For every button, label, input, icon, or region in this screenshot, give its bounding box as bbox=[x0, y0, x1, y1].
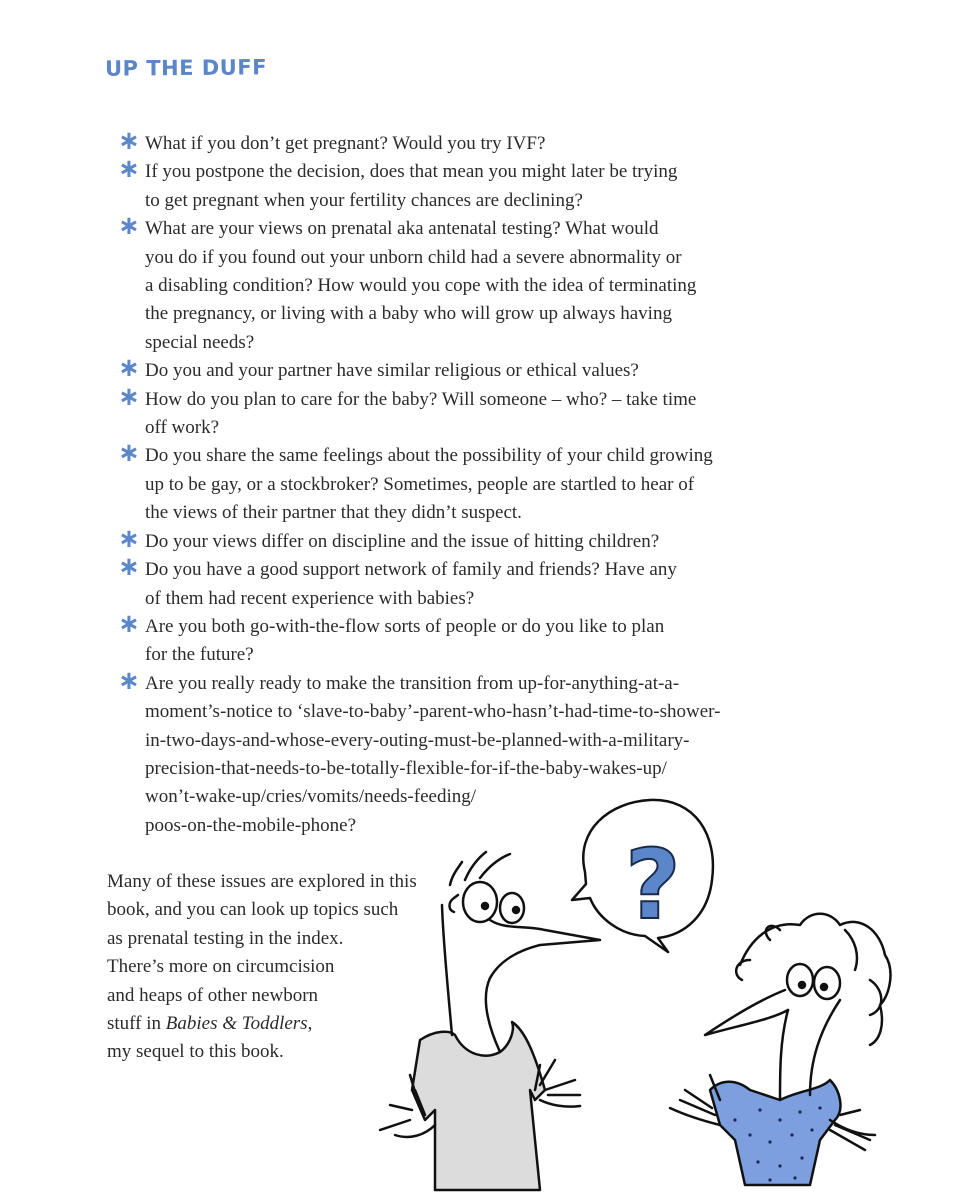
question-line: If you postpone the decision, does that mean you might later be trying bbox=[145, 161, 678, 183]
asterisk-icon: ∗ bbox=[118, 608, 140, 639]
question-line: in-two-days-and-whose-every-outing-must-be-planned-with-a-military- bbox=[145, 729, 690, 751]
question-line: Do you have a good support network of family and friends? Have any bbox=[145, 559, 677, 581]
asterisk-icon: ∗ bbox=[118, 353, 140, 384]
question-line: for the future? bbox=[145, 644, 254, 666]
question-line: precision-that-needs-to-be-totally-flexible-for-if-the-baby-wakes-up/ bbox=[145, 757, 667, 779]
asterisk-icon: ∗ bbox=[118, 523, 140, 554]
question-item bbox=[118, 353, 768, 385]
asterisk-icon: ∗ bbox=[118, 154, 140, 185]
question-line: special needs? bbox=[145, 331, 255, 353]
cartoon-illustration bbox=[340, 790, 940, 1200]
asterisk-icon: ∗ bbox=[118, 381, 140, 412]
asterisk-icon: ∗ bbox=[118, 211, 140, 242]
question-item bbox=[118, 381, 768, 443]
note-line: Many of these issues are explored in this bbox=[107, 871, 417, 892]
question-line: Do you and your partner have similar religious or ethical values? bbox=[145, 360, 639, 382]
question-item bbox=[118, 154, 768, 215]
note-text: stuff in bbox=[107, 1013, 166, 1035]
note-line: as prenatal testing in the index. bbox=[107, 927, 344, 949]
question-line: Do you share the same feelings about the possibility of your child growing bbox=[145, 445, 713, 467]
question-line: Are you really ready to make the transition from up-for-anything-at-a- bbox=[145, 672, 680, 694]
question-mark: ? bbox=[625, 829, 681, 941]
asterisk-icon: ∗ bbox=[118, 438, 140, 469]
blue-dress bbox=[710, 1080, 840, 1185]
question-line: the pregnancy, or living with a baby who will grow up always having bbox=[145, 303, 672, 325]
asterisk-icon: ∗ bbox=[118, 552, 140, 583]
asterisk-icon: ∗ bbox=[118, 126, 140, 156]
book-title: Babies & Toddlers bbox=[165, 1013, 308, 1035]
question-line: won’t-wake-up/cries/vomits/needs-feeding/ bbox=[145, 786, 476, 808]
question-line: a disabling condition? How would you cope with the idea of terminating bbox=[145, 275, 697, 297]
question-item bbox=[118, 552, 768, 613]
asterisk-icon: ∗ bbox=[118, 665, 140, 696]
question-item bbox=[118, 438, 768, 527]
note-line: There’s more on circumcision bbox=[107, 956, 335, 978]
question-line: What if you don’t get pregnant? Would you try IVF? bbox=[145, 133, 546, 154]
question-line: the views of their partner that they didn’t suspect. bbox=[145, 502, 522, 524]
note-line: book, and you can look up topics such bbox=[107, 899, 399, 921]
note-line: my sequel to this book. bbox=[107, 1041, 284, 1063]
question-line: up to be gay, or a stockbroker? Sometimes, people are startled to hear of bbox=[145, 473, 695, 495]
question-line: to get pregnant when your fertility chances are declining? bbox=[145, 189, 583, 211]
question-line: off work? bbox=[145, 417, 220, 439]
question-line: you do if you found out your unborn child had a severe abnormality or bbox=[145, 246, 682, 268]
question-line: of them had recent experience with babies? bbox=[145, 587, 475, 609]
note-line: and heaps of other newborn bbox=[107, 984, 319, 1006]
question-item bbox=[118, 523, 768, 556]
question-line: poos-on-the-mobile-phone? bbox=[145, 814, 357, 836]
question-item bbox=[118, 608, 768, 670]
question-line: How do you plan to care for the baby? Will someone – who? – take time bbox=[145, 388, 697, 410]
running-head: UP THE DUFF bbox=[104, 55, 268, 81]
grey-shirt bbox=[412, 1022, 545, 1190]
question-item bbox=[118, 126, 768, 158]
question-line: Do your views differ on discipline and the issue of hitting children? bbox=[145, 530, 660, 552]
question-line: moment’s-notice to ‘slave-to-baby’-parent-who-hasn’t-had-time-to-shower- bbox=[145, 701, 721, 723]
left-character bbox=[380, 852, 600, 1190]
note-text: , bbox=[307, 1013, 313, 1035]
question-line: What are your views on prenatal aka antenatal testing? What would bbox=[145, 218, 659, 240]
question-item bbox=[118, 211, 768, 357]
question-line: Are you both go-with-the-flow sorts of people or do you like to plan bbox=[145, 615, 665, 637]
right-character bbox=[670, 914, 890, 1185]
question-list bbox=[118, 126, 768, 840]
